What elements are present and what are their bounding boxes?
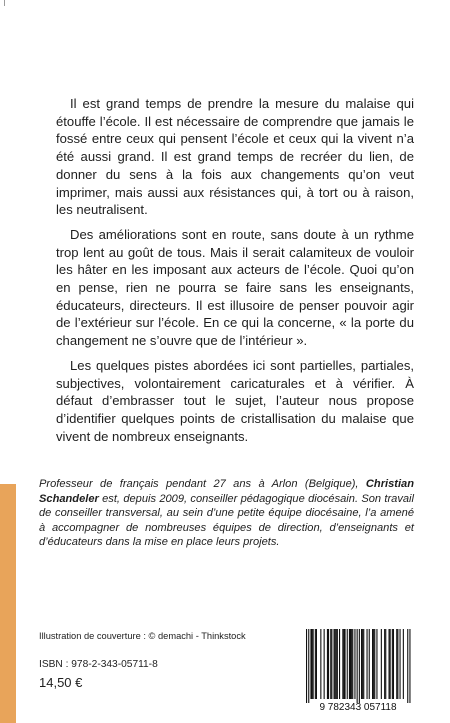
barcode-bar	[369, 629, 370, 699]
barcode-bar	[312, 629, 313, 699]
barcode-bar	[367, 629, 368, 699]
barcode-bar	[345, 629, 346, 699]
author-name: Christian Schandeler	[39, 478, 414, 505]
barcode	[298, 627, 418, 713]
barcode-bar	[359, 629, 360, 703]
barcode-bar	[381, 629, 382, 699]
barcode-bar	[316, 629, 317, 699]
barcode-bar	[392, 629, 393, 699]
barcode-bar	[373, 629, 374, 699]
bio-intro: Professeur de français pendant 27 ans à Arlon (Belgique),	[39, 478, 366, 490]
barcode-bar	[354, 629, 355, 699]
price: 14,50 €	[39, 675, 83, 690]
barcode-bar	[320, 629, 321, 699]
barcode-bar	[407, 629, 408, 703]
side-color-band	[0, 484, 16, 723]
barcode-bar	[328, 629, 329, 699]
barcode-bar	[343, 629, 344, 699]
barcode-bar	[409, 629, 410, 703]
barcode-bar	[313, 629, 314, 699]
barcode-bar	[393, 629, 394, 699]
blurb-paragraph-3: Les quelques pistes abordées ici sont partielles, partiales, subjectives, volontairement caricaturales et à vérifier. À défaut d’embrasser tout le sujet, l’auteur nous propose d’identifier quelques points de cristallisation du malaise que vivent de nombreux enseignants.	[56, 357, 414, 444]
barcode-bar	[330, 629, 331, 699]
back-cover-blurb	[56, 95, 414, 452]
barcode-bar	[306, 629, 307, 703]
crop-mark	[4, 0, 5, 6]
barcode-bar	[342, 629, 343, 699]
barcode-bar	[357, 629, 358, 703]
barcode-bar	[324, 629, 325, 699]
barcode-bar	[334, 629, 335, 699]
barcode-bar	[310, 629, 311, 699]
barcode-bar	[315, 629, 316, 699]
barcode-bar	[384, 629, 385, 699]
barcode-bar	[361, 629, 362, 699]
barcode-bar	[339, 629, 340, 699]
barcode-bar	[363, 629, 364, 699]
barcode-bar	[337, 629, 338, 699]
barcode-digits: 9 782343 057118	[319, 702, 397, 713]
blurb-paragraph-1: Il est grand temps de prendre la mesure du malaise qui étouffe l’école. Il est nécessaire de comprendre que jamais le fossé entre ceux qui pensent l’école et ceux qui la vivent n’a été aussi grand. Il est grand temps de recréer du lien, de donner du sens à la fois aux changements qu’on veut imprimer, mais aussi aux résistances qui, à tort ou à raison, les neutralisent.	[56, 96, 414, 218]
cover-credit: Illustration de couverture : © demachi - Thinkstock	[39, 631, 246, 641]
barcode-bar	[390, 629, 391, 699]
author-bio	[39, 477, 414, 550]
barcode-bar	[397, 629, 398, 699]
barcode-bar	[336, 629, 337, 699]
barcode-bar	[376, 629, 377, 699]
barcode-bar	[331, 629, 332, 699]
barcode-bar	[362, 629, 363, 699]
barcode-bar	[308, 629, 309, 703]
isbn: ISBN : 978-2-343-05711-8	[39, 659, 158, 670]
barcode-bar	[349, 629, 350, 699]
barcode-bar	[385, 629, 386, 699]
barcode-bar	[389, 629, 390, 699]
barcode-bar	[335, 629, 336, 699]
blurb-paragraph-2: Des améliorations sont en route, sans doute à un rythme trop lent au goût de tous. Mais il serait calamiteux de vouloir les hâter en les imposant aux acteurs de l’école. Quoi qu’on en pense, rien ne pourra se faire sans les enseignants, éducateurs, directeurs. Il est illusoire de penser pouvoir agir de l’extérieur sur l’école. En ce qui la concerne, « la porte du changement ne s’ouvre que de l’intérieur ».	[56, 226, 414, 349]
barcode-bar	[400, 629, 401, 699]
barcode-bar	[350, 629, 351, 699]
barcode-bar	[347, 629, 348, 699]
barcode-bar	[396, 629, 397, 699]
barcode-bar	[327, 629, 328, 699]
barcode-bar	[372, 629, 373, 699]
barcode-bar	[352, 629, 353, 699]
bio-rest: est, depuis 2009, conseiller pédagogique diocésain. Son travail de conseiller transversal, au sein d’une petite équipe diocésaine, l’a amené à accompagner de nombreuses équipes de direction, d’enseignants et d’éducateurs dans la mise en place leurs projets.	[39, 492, 414, 549]
barcode-bar	[351, 629, 352, 699]
barcode-bar	[374, 629, 375, 699]
barcode-bar	[403, 629, 404, 699]
